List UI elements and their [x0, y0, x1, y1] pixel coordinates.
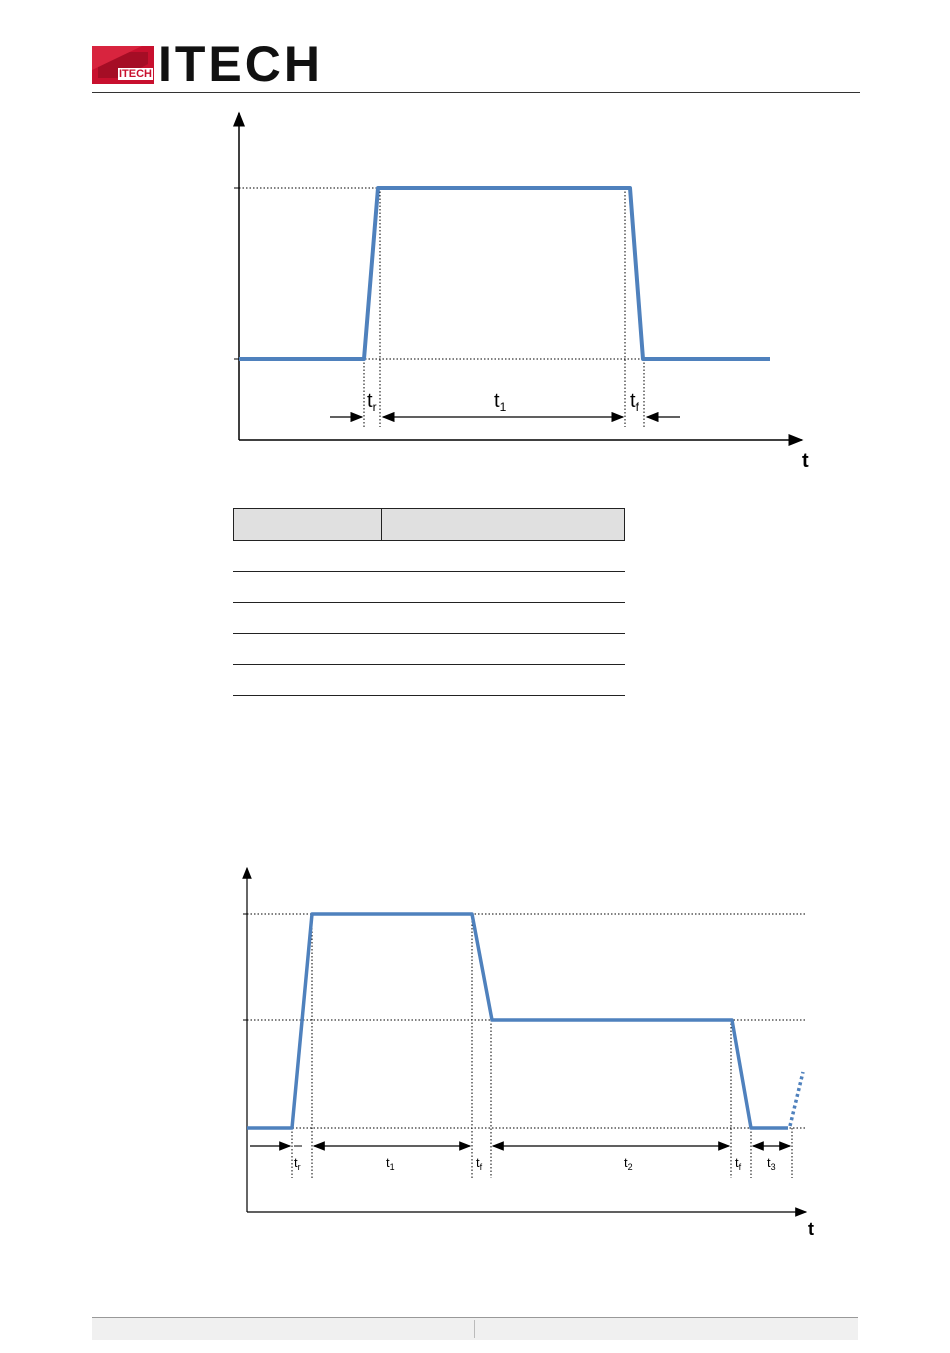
table-row [233, 603, 625, 634]
table-header-row [233, 508, 625, 541]
label-tr: $t_r$ [367, 390, 377, 414]
table-header-cell [234, 509, 382, 540]
label-t3: $t_3$ [767, 1155, 776, 1172]
table-header-cell [382, 509, 624, 540]
waveform-trace-1 [239, 188, 770, 359]
label-t1: $t_1$ [386, 1155, 395, 1172]
table-row [233, 541, 625, 572]
label-tf-1: $t_f$ [476, 1155, 483, 1172]
waveform-diagram-1 [220, 105, 830, 475]
table-row [233, 572, 625, 603]
label-tr: $t_r$ [294, 1155, 301, 1172]
label-tf: $t_f$ [630, 390, 639, 414]
parameter-table [233, 508, 625, 696]
x-axis-label: t [808, 1219, 814, 1239]
label-t2: $t_2$ [624, 1155, 633, 1172]
brand-logo [92, 36, 323, 92]
table-row [233, 665, 625, 696]
waveform-trace-2 [247, 914, 788, 1128]
logo-wordmark: ITECH [158, 36, 323, 92]
logo-emblem-text: ITECH [119, 68, 152, 80]
label-tf-2: $t_f$ [735, 1155, 742, 1172]
footer-bar [92, 1317, 858, 1340]
label-t1: $t_1$ [494, 390, 507, 414]
footer-separator [474, 1320, 475, 1338]
header-rule [92, 92, 860, 93]
x-axis-label: t [802, 450, 809, 472]
waveform-continuation [790, 1072, 803, 1126]
waveform-diagram-2 [230, 860, 830, 1250]
table-row [233, 634, 625, 665]
